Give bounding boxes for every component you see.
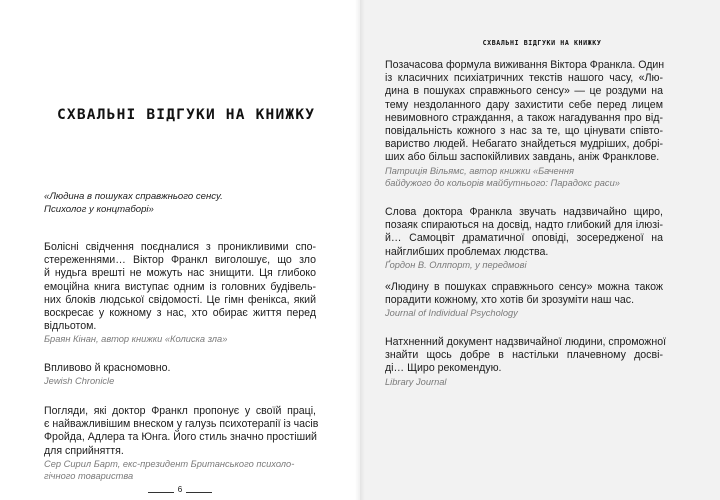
review-text-line: Позачасова формула виживання Віктора Франкла. Один bbox=[385, 59, 665, 71]
book-title-line: «Людина в пошуках справжнього сенсу. bbox=[44, 191, 223, 202]
book-title-quote bbox=[44, 190, 316, 216]
review-attribution: байдужого до кольорів майбутнього: Парадокс раси» bbox=[385, 178, 620, 189]
page-number: 6 bbox=[175, 485, 185, 495]
review-attribution: Journal of Individual Psychology bbox=[385, 308, 518, 319]
running-head: СХВАЛЬНІ ВІДГУКИ НА КНИЖКУ bbox=[482, 39, 602, 47]
review-text-line: тему нездоланного дару захистити себе перед лицем bbox=[385, 98, 663, 111]
review-attribution: Jewish Chronicle bbox=[44, 376, 115, 387]
review-text-line: й… Самоцвіт драматичної оповіді, зосередженої на bbox=[385, 232, 663, 245]
review-text-line: повідальність кожного з нас за те, що цінувати співто- bbox=[385, 125, 663, 138]
review-text-line: й нудьга врешті не можуть нас знищити. Ця глибоко bbox=[44, 267, 316, 280]
review-journal-individual-psychology bbox=[385, 281, 663, 320]
book-gutter-shadow bbox=[355, 0, 365, 500]
review-text-line: Слова доктора Франкла звучать надзвичайно щиро, bbox=[385, 206, 663, 218]
review-attribution: гічного товариства bbox=[44, 471, 134, 482]
review-attribution: Патриція Вільямс, автор книжки «Бачення bbox=[385, 165, 574, 176]
review-text-line: відльотом. bbox=[44, 320, 97, 333]
ornament-line bbox=[148, 492, 174, 493]
review-text-line: із класичних психіатричних текстів нашого часу, «Лю- bbox=[385, 72, 663, 85]
review-text-line: Фройда, Адлера та Юнга. Його стиль значно простіший bbox=[44, 431, 317, 444]
review-attribution: Library Journal bbox=[385, 376, 447, 387]
review-jewish-chronicle bbox=[44, 362, 316, 388]
review-attribution: Браян Кінан, автор книжки «Колиска зла» bbox=[44, 334, 228, 345]
ornament-line bbox=[186, 492, 212, 493]
book-title-line: Психолог у концтаборі» bbox=[44, 204, 154, 215]
review-text-line: знайти щось добре в настільки плачевному досві- bbox=[385, 349, 663, 362]
review-text-line: ді… Щиро рекомендую. bbox=[385, 362, 502, 375]
review-kinan bbox=[44, 241, 316, 346]
review-text-line: є найважливішим внеском у галузь психотерапії із часів bbox=[44, 418, 319, 431]
review-text-line: найглибших проблемах людства. bbox=[385, 245, 549, 258]
review-text-line: Погляди, які доктор Франкл пропонує у своїй праці, bbox=[44, 405, 316, 417]
review-library-journal bbox=[385, 336, 667, 388]
review-text-line: Впливово й красномовно. bbox=[44, 362, 171, 374]
review-text-line: них блоків людської свідомості. Це гімн феніксa, який bbox=[44, 293, 316, 306]
review-text-line: Болісні свідчення поєдналися з проникливими спо- bbox=[44, 241, 316, 253]
review-text-line: ших або більш заспокійливих завдань, аніж Франклове. bbox=[385, 151, 660, 164]
review-text-line: невимовного страждання, а також нагадування про від- bbox=[385, 111, 663, 124]
review-text-line: «Людину в пошуках справжнього сенсу» можна також bbox=[385, 281, 663, 293]
review-attribution: Сер Сирил Барт, екс-президент Британського психоло- bbox=[44, 458, 295, 469]
review-text-line: стереженнями… Віктор Франкл виголошує, що зло bbox=[44, 254, 316, 267]
review-williams bbox=[385, 59, 663, 190]
right-page bbox=[360, 0, 720, 500]
review-text-line: порадити кожному, хто хотів би зрозуміти наш час. bbox=[385, 294, 635, 307]
review-attribution: Ґордон В. Оллпорт, у передмові bbox=[385, 259, 527, 270]
review-text-line: емоційна книга виступає одним із головних будівель- bbox=[44, 280, 316, 293]
page-number-ornament bbox=[148, 485, 212, 496]
review-text-line: позаяк спираються на досвід, надто глибокий для ілюзі- bbox=[385, 219, 663, 232]
review-text-line: Натхненний документ надзвичайної людини, спроможної bbox=[385, 336, 667, 348]
review-text-line: дина в пошуках справжнього сенсу» — це роздуми на bbox=[385, 85, 663, 98]
review-burt bbox=[44, 405, 319, 483]
review-allport bbox=[385, 206, 663, 271]
review-text-line: для сприйняття. bbox=[44, 444, 124, 457]
page-title: СХВАЛЬНІ ВІДГУКИ НА КНИЖКУ bbox=[57, 107, 316, 123]
review-text-line: воскресає у кожному з нас, хто обирає життя перед bbox=[44, 307, 316, 320]
review-text-line: вариство людей. Небагато знайдеться мудріших, добрі- bbox=[385, 138, 663, 151]
